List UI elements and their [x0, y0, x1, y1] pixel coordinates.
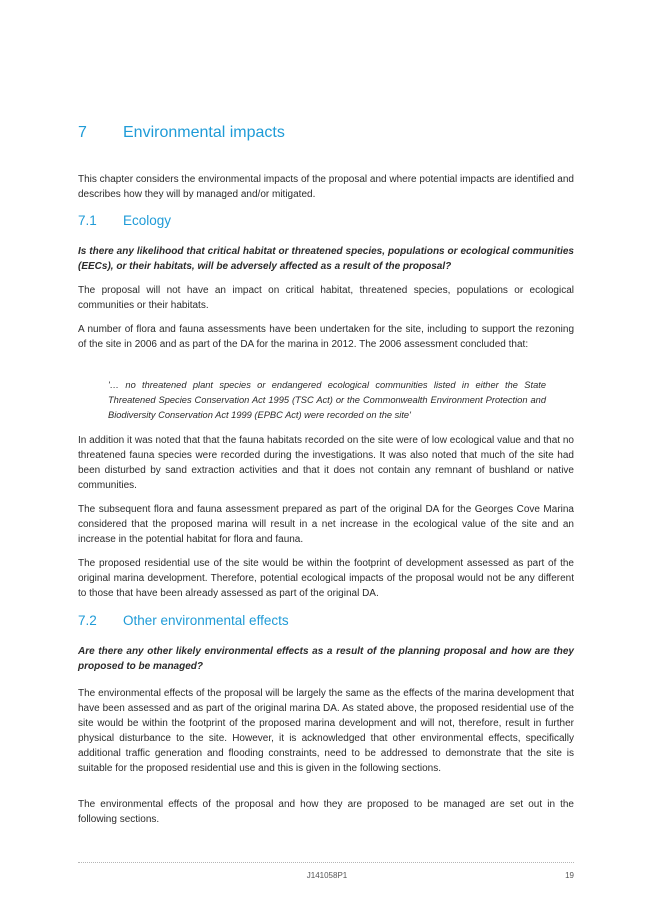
chapter-intro: This chapter considers the environmental impacts of the proposal and where potential impacts are identified and describes how they will by managed and/or mitigated. — [78, 174, 574, 200]
ecology-question: Is there any likelihood that critical habitat or threatened species, populations or ecological communities (EECs), or their habitats, will be adversely affected as a result of the proposal? — [78, 246, 574, 272]
other-effects-paragraph-1: The environmental effects of the proposal will be largely the same as the effects of the marina development that have been assessed and as part of the original marina DA. As stated above, the proposed residential use of the site would be within the footprint of the proposed marina development and will not, therefore, result in further physical disturbance to the site. However, it is acknowledged that other environmental effects, specifically additional traffic generation and flooding constraints, need to be addressed to demonstrate that the site is suitable for the proposed residential use and this is given in the following sections. — [78, 688, 574, 774]
section-heading-ecology — [78, 213, 171, 228]
section-title: Ecology — [123, 213, 172, 228]
chapter-title: Environmental impacts — [123, 124, 285, 141]
ecology-paragraph-1: The proposal will not have an impact on critical habitat, threatened species, populations or ecological communities or their habitats. — [78, 285, 574, 311]
other-effects-question: Are there any other likely environmental effects as a result of the planning proposal and how are they proposed to be managed? — [78, 646, 574, 672]
section-title: Other environmental effects — [123, 613, 289, 628]
section-heading-other-effects — [78, 613, 289, 628]
section-number: 7.1 — [78, 213, 97, 228]
chapter-heading — [78, 124, 285, 142]
ecology-paragraph-4: The subsequent flora and fauna assessment prepared as part of the original DA for the Georges Cove Marina considered that the proposed marina will result in a net increase in the ecological value of the site and an increase in the potential habitat for flora and fauna. — [78, 504, 574, 545]
ecology-paragraph-5: The proposed residential use of the site would be within the footprint of development assessed as part of the original marina development. Therefore, potential ecological impacts of the proposal would not be any different to those that have been already assessed as part of the original DA. — [78, 558, 574, 599]
footer-page-number: 19 — [565, 871, 574, 880]
ecology-paragraph-2: A number of flora and fauna assessments have been undertaken for the site, including to support the rezoning of the site in 2006 and as part of the DA for the marina in 2012. The 2006 assessment concluded that: — [78, 324, 574, 350]
ecology-paragraph-3: In addition it was noted that that the fauna habitats recorded on the site were of low ecological value and that no threatened fauna species were recorded during the investigations. It was also noted that much of the site had been disturbed by sand extraction activities and that it does not contain any remnant of bushland or native communities. — [78, 435, 574, 491]
other-effects-paragraph-2: The environmental effects of the proposal and how they are proposed to be managed are set out in the following sections. — [78, 799, 574, 825]
footer-divider — [78, 862, 574, 863]
chapter-number: 7 — [78, 124, 87, 141]
section-number: 7.2 — [78, 613, 97, 628]
footer-document-reference: J141058P1 — [306, 871, 348, 880]
ecology-block-quote: '… no threatened plant species or endangered ecological communities listed in either the State Threatened Species Conservation Act 1995 (TSC Act) or the Commonwealth Environment Protection and Biodiversity Conservation Act 1999 (EPBC Act) were recorded on the site' — [108, 380, 546, 420]
